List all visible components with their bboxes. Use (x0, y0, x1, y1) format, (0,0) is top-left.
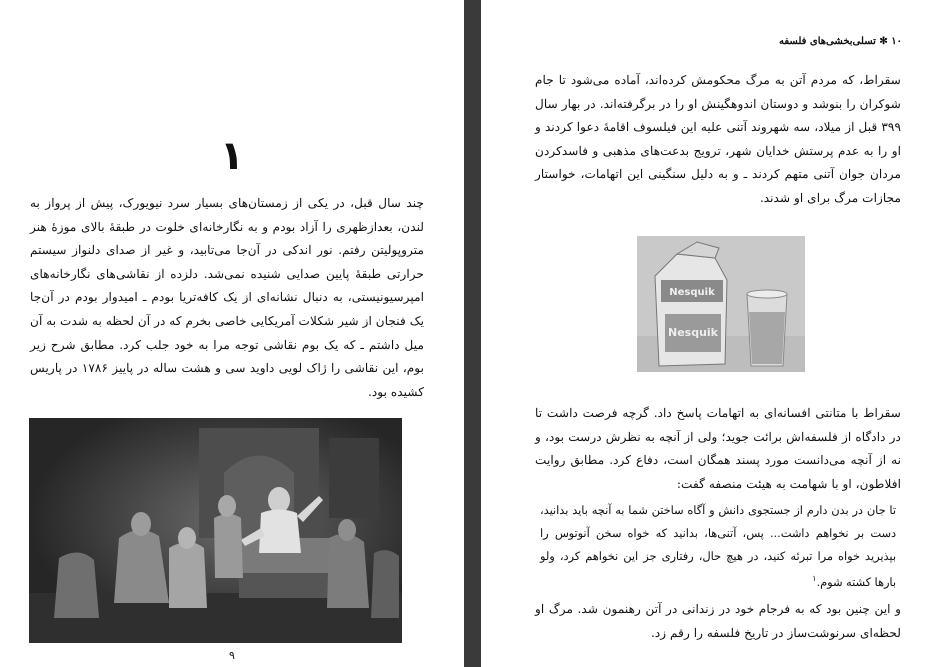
left-page (0, 0, 464, 667)
right-page-paragraph-3: و این چنین بود که به فرجام خود در زندانی در آتن رهنمون شد. مرگ او لحظه‌ای سرنوشت‌ساز در تاریخ فلسفه را رقم زد. (535, 602, 901, 640)
block-quote (540, 500, 896, 595)
right-page-paragraph-1: سقراط، که مردم آتن به مرگ محکومش کرده‌اند، آماده می‌شود تا جام شوکران را بنوشد و دوستان اندوهگینش او را در برگرفته‌اند. در بهار سال ۳۹۹ قبل از میلاد، سه شهروند آتنی علیه این فیلسوف اقامهٔ دعوا کردند و او را به عدم پرستش خدایان شهر، ترویج بدعت‌های مذهبی و فاسدکردن مردان جوان آتنی متهم کردند ـ و به دلیل سنگینی این اتهامات، خواستار مجازات مرگ برای او شدند. (535, 73, 901, 205)
footnote-marker: ۱ (812, 574, 817, 584)
carton-brand-main: Nesquik (667, 326, 719, 339)
quote-text: تا جان در بدن دارم از جستجوی دانش و آگاه ساختن شما به آنچه باید بدانید، دست بر نخواهم داشت... پس، آتنی‌ها، بدانید که خواه سخن آنوتوس را بپذیرید خواه مرا تبرئه کنید، در هیچ حال، رفتاری جز این نخواهم کرد، ولو بارها کشته شوم. (540, 504, 896, 590)
right-page-paragraph-2: سقراط با متانتی افسانه‌ای به اتهامات پاسخ داد. گرچه فرصت داشت تا در دادگاه از فلسفه‌اش برائت جوید؛ ولی از آنچه به نظرش درست بود، و نه از آنچه می‌دانست مورد پسند همگان است، دفاع کرد. مطابق روایت افلاطون، او با شهامت به هیئت منصفه گفت: (535, 406, 901, 491)
chapter-number: ۱ (219, 133, 245, 179)
left-page-paragraph: چند سال قبل، در یکی از زمستان‌های بسیار سرد نیویورک، پیش از پرواز به لندن، بعدازظهری را آزاد بودم و به نگارخانه‌ای خلوت در طبقهٔ بالای موزهٔ هنر متروپولیتن رفتم. نور اندکی در آن‌جا می‌تابید، و غیر از صدای دلنواز سیستم حرارتی طبقهٔ پایین صدایی شنیده نمی‌شد. دلزده از نقاشی‌های نگارخانه‌های امپرسیونیستی، به دنبال نشانه‌ای از یک کافه‌تریا بودم ـ امیدوار بودم در آن‌جا یک فنجان از شیر شکلات آمریکایی خاصی بخرم که در آن لحظه به شدت به آن میل داشتم ـ که یک بوم نقاشی توجه مرا به خود جلب کرد. مطابق شرح زیر بوم، این نقاشی را ژاک لویی داوید سی و هشت ساله در پاییز ۱۷۸۶ در پاریس کشیده بود. (30, 196, 424, 399)
page-number: ۹ (229, 649, 235, 662)
death-of-socrates-painting (29, 418, 402, 643)
carton-brand-top: Nesquik (669, 287, 715, 298)
nesquik-photo (637, 236, 805, 372)
book-spine (464, 0, 481, 667)
running-head: ۱۰ ✻ تسلی‌بخشی‌های فلسفه (779, 36, 902, 47)
